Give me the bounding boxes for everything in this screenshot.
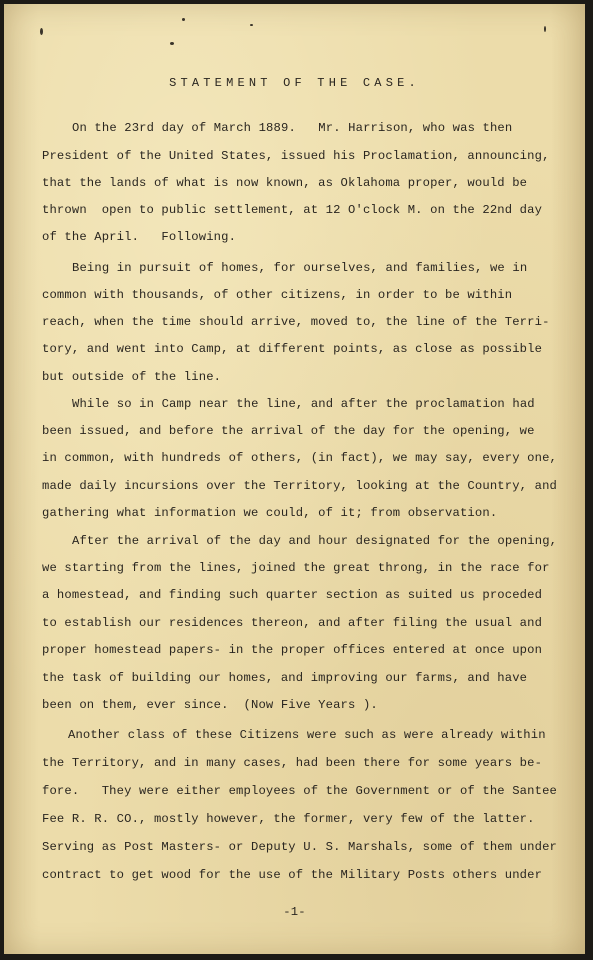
text-line: but outside of the line. — [42, 370, 222, 384]
text-line: Fee R. R. CO., mostly however, the former, very few of the latter. — [42, 812, 535, 826]
text-line: the task of building our homes, and improving our farms, and have — [42, 671, 528, 685]
text-line: fore. They were either employees of the Government or of the Santee — [42, 784, 557, 798]
text-line: of the April. Following. — [42, 230, 237, 244]
text-line: contract to get wood for the use of the Military Posts others under — [42, 868, 543, 882]
text-line: Being in pursuit of homes, for ourselves, and families, we in — [72, 261, 528, 275]
ink-speck — [182, 18, 185, 21]
text-line: proper homestead papers- in the proper offices entered at once upon — [42, 643, 543, 657]
text-line: been on them, ever since. (Now Five Years ). — [42, 698, 378, 712]
text-line: Serving as Post Masters- or Deputy U. S. Marshals, some of them under — [42, 840, 557, 854]
text-line: President of the United States, issued his Proclamation, announcing, — [42, 149, 550, 163]
text-line: reach, when the time should arrive, moved to, the line of the Terri- — [42, 315, 550, 329]
document-page — [4, 4, 585, 954]
page-number: -1- — [283, 905, 306, 919]
text-line: Another class of these Citizens were such as were already within — [68, 728, 546, 742]
text-line: thrown open to public settlement, at 12 O'clock M. on the 22nd day — [42, 203, 543, 217]
text-line: After the arrival of the day and hour designated for the opening, — [72, 534, 558, 548]
text-line: been issued, and before the arrival of the day for the opening, we — [42, 424, 535, 438]
statement-title: STATEMENT OF THE CASE. — [169, 76, 420, 90]
text-line: to establish our residences thereon, and after filing the usual and — [42, 616, 543, 630]
text-line: On the 23rd day of March 1889. Mr. Harrison, who was then — [72, 121, 513, 135]
text-line: we starting from the lines, joined the great throng, in the race for — [42, 561, 550, 575]
text-line: tory, and went into Camp, at different points, as close as possible — [42, 342, 543, 356]
text-line: that the lands of what is now known, as Oklahoma proper, would be — [42, 176, 528, 190]
ink-speck — [170, 42, 174, 45]
ink-speck — [250, 24, 253, 26]
text-line: the Territory, and in many cases, had been there for some years be- — [42, 756, 543, 770]
text-line: made daily incursions over the Territory, looking at the Country, and — [42, 479, 557, 493]
text-line: While so in Camp near the line, and after the proclamation had — [72, 397, 535, 411]
text-line: common with thousands, of other citizens, in order to be within — [42, 288, 513, 302]
text-line: in common, with hundreds of others, (in fact), we may say, every one, — [42, 451, 557, 465]
ink-speck — [544, 26, 546, 32]
ink-speck — [40, 28, 43, 35]
text-line: gathering what information we could, of it; from observation. — [42, 506, 498, 520]
text-line: a homestead, and finding such quarter section as suited us proceded — [42, 588, 543, 602]
